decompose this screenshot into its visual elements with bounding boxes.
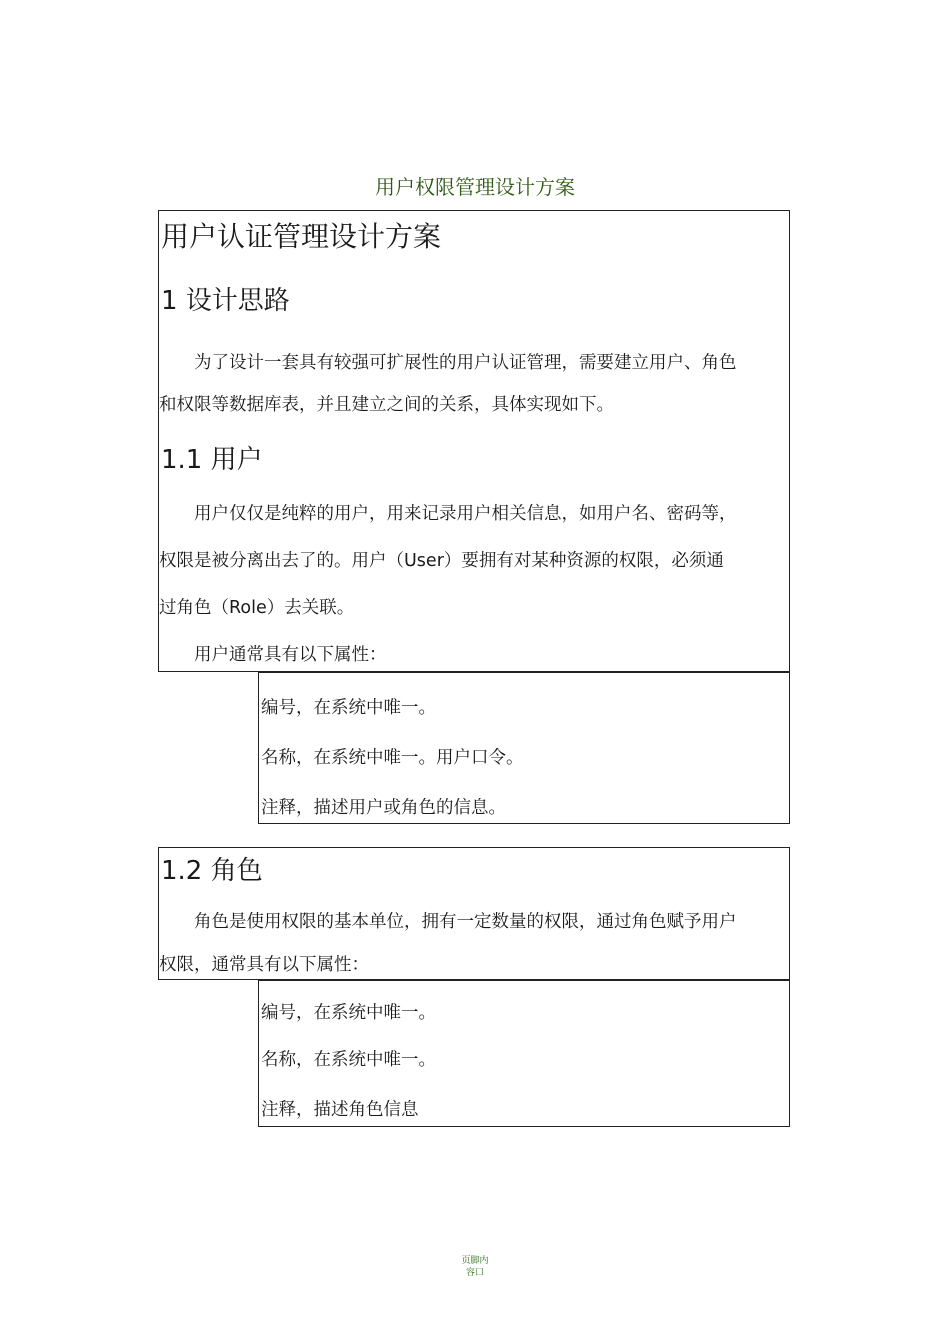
role-paragraph-line-1: 角色是使用权限的基本单位，拥有一定数量的权限，通过角色赋予用户 (194, 912, 737, 932)
role-attributes-list (258, 980, 790, 1127)
list-item: 名称，在系统中唯一。用户口令。 (261, 748, 524, 768)
list-item: 编号，在系统中唯一。 (261, 698, 436, 718)
role-heading: 1.2 角色 (161, 856, 263, 886)
footer-line-1: 页脚内 (461, 1256, 489, 1266)
list-item: 编号，在系统中唯一。 (261, 1003, 436, 1023)
page-footer (0, 1255, 950, 1279)
list-item: 注释，描述用户或角色的信息。 (261, 798, 506, 818)
user-attributes-intro: 用户通常具有以下属性： (194, 645, 387, 665)
user-auth-section (158, 210, 790, 672)
footer-line-2: 容口 (465, 1268, 484, 1278)
role-paragraph-line-2: 权限，通常具有以下属性： (159, 955, 369, 975)
list-item: 注释，描述角色信息 (261, 1100, 419, 1120)
design-heading: 1 设计思路 (161, 286, 290, 316)
document-title: 用户权限管理设计方案 (375, 175, 575, 199)
list-item: 名称，在系统中唯一。 (261, 1050, 436, 1070)
user-attributes-list (258, 672, 790, 824)
design-paragraph-line-2: 和权限等数据库表，并且建立之间的关系，具体实现如下。 (159, 395, 614, 415)
user-heading: 1.1 用户 (161, 445, 263, 475)
user-paragraph-line-1: 用户仅仅是纯粹的用户，用来记录用户相关信息，如用户名、密码等， (194, 504, 737, 524)
design-paragraph-line-1: 为了设计一套具有较强可扩展性的用户认证管理，需要建立用户、角色 (194, 353, 737, 373)
role-section (158, 847, 790, 980)
section-title: 用户认证管理设计方案 (161, 220, 442, 253)
user-paragraph-line-3: 过角色（Role）去关联。 (159, 598, 355, 618)
user-paragraph-line-2: 权限是被分离出去了的。用户（User）要拥有对某种资源的权限，必须通 (159, 551, 724, 571)
